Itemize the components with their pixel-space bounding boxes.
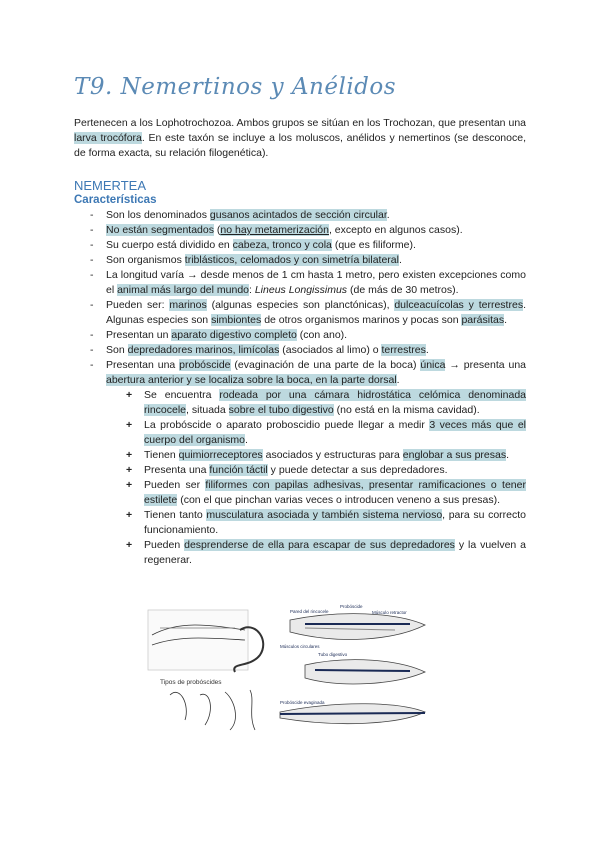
sub-list-item: + Se encuentra rodeada por una cámara hidrostática celómica denominada rincocele, situada sobre el tubo digestivo (no está en la misma cavidad).: [126, 389, 526, 416]
list-item: - No están segmentados (no hay metamerización, excepto en algunos casos).: [90, 224, 463, 236]
list-item: - Pueden ser: marinos (algunas especies son planctónicas), dulceacuícolas y terrestres. Algunas especies son simbiontes de otros organismos marinos y pocas son parásitas.: [90, 299, 526, 326]
intro-highlight: larva trocófora: [74, 132, 142, 144]
section-diagram-2: [305, 660, 425, 684]
label-pared: Pared del rincocele: [290, 609, 329, 614]
label-tubo: Tubo digestivo: [318, 652, 348, 657]
caption-left: Tipos de probóscides: [160, 679, 222, 686]
label-musculo: Músculo retractor: [372, 610, 407, 615]
sub-list-item: + Pueden ser filiformes con papilas adhesivas, presentar ramificaciones o tener estilete (con el que pinchan varias veces o introducen veneno a sus presas).: [126, 479, 526, 506]
characteristics-list: [74, 208, 526, 568]
intro-text-2: . En este taxón se incluye a los moluscos, anélidos y nemertinos (se desconoce, de forma exacta, su relación filogenética).: [74, 132, 526, 159]
sub-list-item: + Tienen quimiorreceptores asociados y estructuras para englobar a sus presas.: [126, 449, 510, 461]
list-item: - Son organismos triblásticos, celomados y con simetría bilateral.: [90, 254, 402, 266]
worm-illustration: [148, 610, 263, 730]
intro-text: Pertenecen a los Lophotrochozoa. Ambos grupos se sitúan en los Trochozan, que presentan una: [74, 117, 526, 129]
label-musculos: Músculos circulares: [280, 644, 320, 649]
list-item: - Son depredadores marinos, limícolas (asociados al limo) o terrestres.: [90, 344, 429, 356]
list-item: - La longitud varía → desde menos de 1 cm hasta 1 metro, pero existen excepciones como el animal más largo del mundo: Lineus Longissimus (de más de 30 metros).: [90, 269, 526, 296]
section-diagram-1: [290, 614, 425, 640]
list-item: - Presentan una probóscide (evaginación de una parte de la boca) única → presenta una abertura anterior y se localiza sobre la boca, en la parte dorsal.: [90, 359, 527, 386]
subsection-heading: Características: [74, 194, 157, 206]
intro-paragraph: [74, 116, 526, 161]
list-item: - Presentan un aparato digestivo completo (con ano).: [90, 329, 348, 341]
section-diagram-3: [280, 704, 425, 724]
sub-list-item: + Tienen tanto musculatura asociada y también sistema nervioso, para su correcto funcionamiento.: [126, 509, 527, 536]
label-proboscide: Probóscide: [340, 604, 363, 609]
section-heading: NEMERTEA: [74, 178, 146, 193]
sub-list-item: + La probóscide o aparato proboscidio puede llegar a medir 3 veces más que el cuerpo del organismo.: [126, 419, 526, 446]
list-item: - Son los denominados gusanos acintados de sección circular.: [90, 209, 390, 221]
sub-list-item: + Presenta una función táctil y puede detectar a sus depredadores.: [126, 464, 448, 476]
proboscis-figure: [140, 600, 430, 750]
label-evaginada: Probóscide evaginada: [280, 700, 325, 705]
page-title: T9. Nemertinos y Anélidos: [74, 74, 397, 100]
sub-list-item: + Pueden desprenderse de ella para escapar de sus depredadores y la vuelven a regenerar.: [126, 539, 527, 566]
list-item: - Su cuerpo está dividido en cabeza, tronco y cola (que es filiforme).: [90, 239, 416, 251]
